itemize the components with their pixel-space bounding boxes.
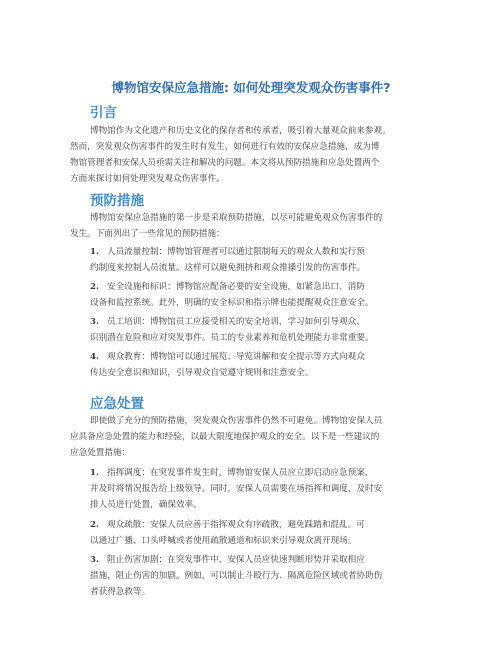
response-item-2 bbox=[90, 518, 365, 534]
list-number: 3. bbox=[90, 555, 99, 565]
prevention-paragraph bbox=[90, 211, 382, 227]
response-item-1 bbox=[90, 466, 373, 482]
list-item-line: 者获得急救等。 bbox=[90, 586, 151, 597]
list-number: 1. bbox=[90, 468, 99, 478]
list-item-line: 观众疏散：安保人员应善于指挥观众有序疏散，避免踩踏和混乱。可 bbox=[106, 520, 365, 530]
prevention-item-4 bbox=[90, 350, 365, 366]
response-item-3 bbox=[90, 553, 365, 569]
prevention-item-3 bbox=[90, 315, 365, 331]
list-number: 4. bbox=[90, 352, 99, 362]
document-title: 博物馆安保应急措施: 如何处理突发观众伤害事件? bbox=[111, 80, 391, 95]
intro-heading: 引言 bbox=[90, 105, 117, 121]
prevention-paragraph-cont bbox=[70, 227, 225, 243]
intro-paragraph bbox=[70, 124, 391, 140]
intro-paragraph-cont bbox=[70, 140, 379, 187]
prevention-heading: 预防措施 bbox=[90, 193, 144, 209]
list-item-line: 员工培训：博物馆员工应接受相关的安全培训，学习如何引导观众、 bbox=[106, 317, 365, 327]
list-number: 1. bbox=[90, 247, 99, 257]
list-item-line: 阻止伤害加剧：在突发事件中，安保人员应快速判断形势并采取相应 bbox=[106, 555, 365, 565]
response-line: 应急处置措施： bbox=[70, 447, 131, 458]
list-item-line: 传达安全意识和知识，引导观众自觉遵守规则和注意安全。 bbox=[90, 368, 314, 378]
prevention-item-1-cont bbox=[90, 261, 365, 277]
list-item-line: 以通过广播、口头呼喊或者使用疏散通道和标识来引导观众离开现场。 bbox=[90, 536, 357, 546]
list-item-line: 约制度来控制人员流量。这样可以避免拥挤和观众推搡引发的伤害事件。 bbox=[90, 263, 366, 273]
list-item-line: 识别潜在危险和应对突发事件。员工的专业素养和危机处理能力非常重要。 bbox=[90, 333, 374, 343]
list-number: 3. bbox=[90, 317, 99, 327]
prevention-line: 博物馆安保应急措施的第一步是采取预防措施，以尽可能避免观众伤害事件的 bbox=[90, 213, 383, 223]
response-item-2-cont bbox=[90, 534, 356, 550]
list-item-line: 观众教育：博物馆可以通过展览、导览讲解和安全提示等方式向观众 bbox=[106, 352, 365, 362]
prevention-item-4-cont bbox=[90, 366, 313, 382]
intro-line: 物馆管理者和安保人员亟需关注和解决的问题。本文将从预防措施和应急处置两个 bbox=[70, 157, 380, 168]
prevention-item-2 bbox=[90, 280, 365, 296]
intro-line: 方面来探讨如何处理突发观众伤害事件。 bbox=[70, 173, 225, 184]
intro-line: 博物馆作为文化遗产和历史文化的保存者和传承者，吸引着大量观众前来参观。 bbox=[90, 126, 391, 136]
list-item-line: 指挥调度：在突发事件发生时，博物馆安保人员应立即启动应急预案， bbox=[106, 468, 374, 478]
list-number: 2. bbox=[90, 520, 99, 530]
list-item-line: 措施，阻止伤害的加剧。例如，可以制止斗殴行为、隔离危险区域或者协助伤 bbox=[90, 571, 383, 581]
list-item-line: 并及时将情况报告给上级领导。同时，安保人员需要在场指挥和调度，及时安 bbox=[90, 484, 383, 494]
intro-line: 然而，突发观众伤害事件的发生时有发生，如何进行有效的安保应急措施，成为博 bbox=[70, 142, 380, 152]
response-item-3-cont bbox=[90, 569, 382, 601]
prevention-line: 发生。下面列出了一些常见的预防措施： bbox=[70, 229, 225, 239]
response-item-1-cont bbox=[90, 482, 382, 514]
list-item-line: 人员流量控制：博物馆管理者可以通过限制每天的观众人数和实行预 bbox=[106, 247, 365, 257]
response-paragraph bbox=[90, 414, 382, 430]
response-heading: 应急处置 bbox=[90, 396, 144, 412]
prevention-item-1 bbox=[90, 245, 365, 261]
list-number: 2. bbox=[90, 282, 99, 292]
list-item-line: 排人员进行处置，确保效率。 bbox=[90, 499, 202, 510]
response-paragraph-cont bbox=[70, 430, 379, 462]
prevention-item-2-cont bbox=[90, 296, 374, 312]
prevention-item-3-cont bbox=[90, 331, 374, 347]
response-line: 应具备应急处置的能力和经验，以最大限度地保护观众的安全。以下是一些建议的 bbox=[70, 432, 380, 442]
list-item-line: 设备和监控系统。此外，明确的安全标识和指示牌也能提醒观众注意安全。 bbox=[90, 298, 374, 308]
response-line: 即使做了充分的预防措施，突发观众伤害事件仍然不可避免。博物馆安保人员 bbox=[90, 416, 383, 426]
list-item-line: 安全设施和标识：博物馆应配备必要的安全设施，如紧急出口、消防 bbox=[106, 282, 365, 292]
